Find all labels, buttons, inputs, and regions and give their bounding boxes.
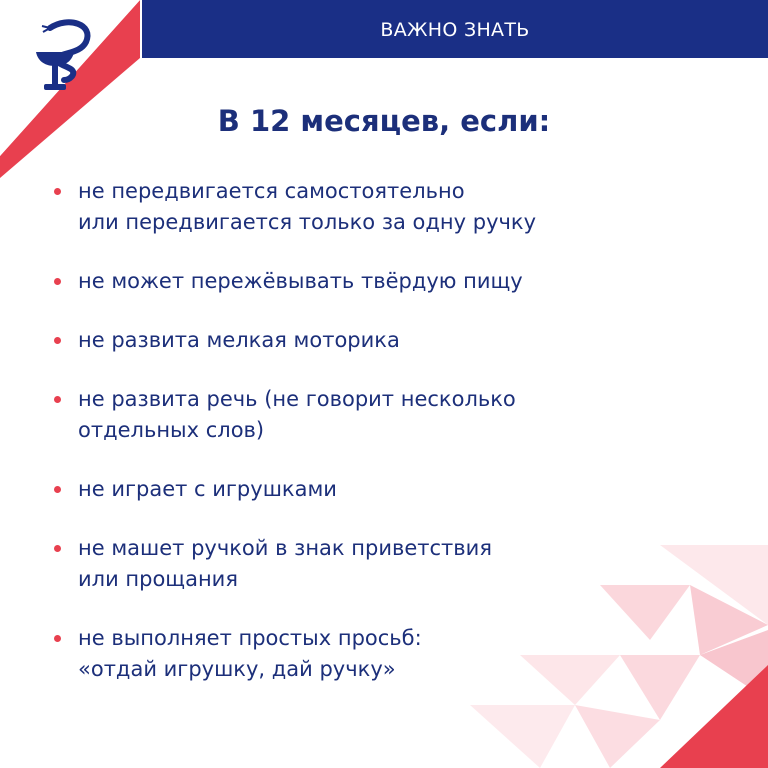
list-item-text: «отдай игрушку, дай ручку» <box>78 657 396 681</box>
list-item <box>48 533 738 595</box>
page-title: В 12 месяцев, если: <box>217 104 551 138</box>
list-item <box>48 623 738 685</box>
list-item-text: не машет ручкой в знак приветствия <box>78 536 492 560</box>
list-item-text: не развита речь (не говорит несколько <box>78 387 516 411</box>
list-item-text: не выполняет простых просьб: <box>78 626 422 650</box>
bullet-icon <box>54 188 61 195</box>
list-item-text: или прощания <box>78 567 238 591</box>
list-item <box>48 266 738 297</box>
bullet-icon <box>54 545 61 552</box>
bullet-icon <box>54 337 61 344</box>
list-item <box>48 176 738 238</box>
list-item-text: не передвигается самостоятельно <box>78 179 465 203</box>
list-item-text: не играет с игрушками <box>78 477 337 501</box>
pink-triangle <box>575 705 660 768</box>
bullet-icon <box>54 486 61 493</box>
criteria-list <box>48 176 738 713</box>
header-label: ВАЖНО ЗНАТЬ <box>380 19 530 41</box>
bullet-icon <box>54 635 61 642</box>
logo <box>28 18 98 96</box>
list-item-text: не может пережёвывать твёрдую пищу <box>78 269 523 293</box>
bullet-icon <box>54 278 61 285</box>
list-item <box>48 325 738 356</box>
list-item <box>48 474 738 505</box>
bowl-of-hygieia-icon <box>28 18 98 96</box>
list-item <box>48 384 738 446</box>
list-item-text: отдельных слов) <box>78 418 265 442</box>
pink-triangle <box>470 705 575 768</box>
bullet-icon <box>54 396 61 403</box>
header-bar <box>142 0 768 58</box>
list-item-text: не развита мелкая моторика <box>78 328 400 352</box>
list-item-text: или передвигается только за одну ручку <box>78 210 537 234</box>
